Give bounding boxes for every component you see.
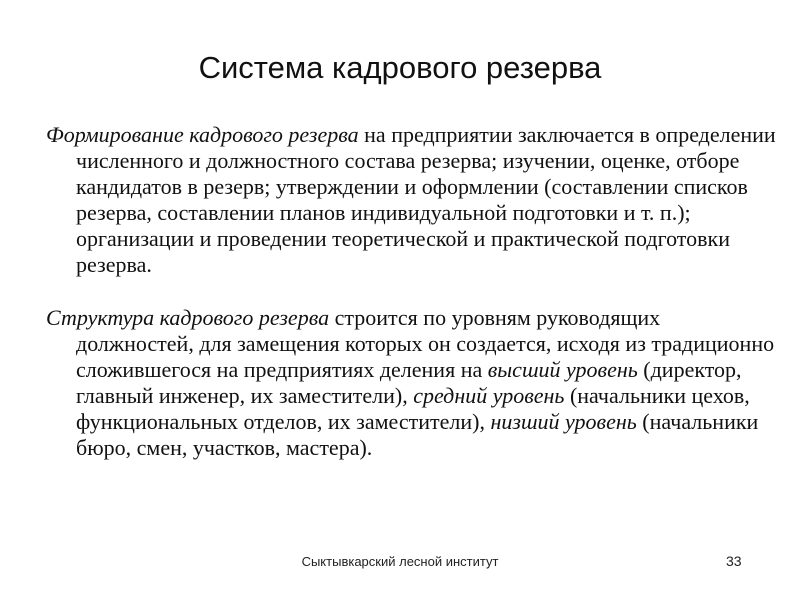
term-reserve-structure: Структура кадрового резерва [46,305,330,330]
page-number: 33 [726,553,742,569]
level-high: высший уровень [487,357,638,382]
paragraph-2-text-c: (начальники цехов, функциональных отделов, их заместители), [76,383,750,434]
paragraph-1-text: на предприятии заключается в определении численного и должностного состава резерва; изучении, оценке, отборе кандидатов в резерв; утверждении и оформлении (составлении списков резерва, составлении планов индивидуальной подготовки и т. п.); организации и проведении теоретической и практической подготовки резерва. [76,122,776,277]
level-mid: средний уровень [413,383,565,408]
term-reserve-formation: Формирование кадрового резерва [46,122,359,147]
slide-title: Система кадрового резерва [198,50,602,85]
paragraph-reserve-structure [46,305,776,461]
paragraph-2-text-a: строится по уровням руководящих должностей, для замещения которых он создается, исходя из традиционно сложившегося на предприятиях деления на [76,305,775,382]
slide-body [46,122,776,461]
slide-footer: Сыктывкарский лесной институт [301,554,499,569]
paragraph-2-text-b: (директор, главный инженер, их заместители), [76,357,742,408]
paragraph-reserve-formation [46,122,776,278]
level-low: низший уровень [490,409,637,434]
paragraph-2-text-d: (начальники бюро, смен, участков, мастера). [76,409,759,460]
